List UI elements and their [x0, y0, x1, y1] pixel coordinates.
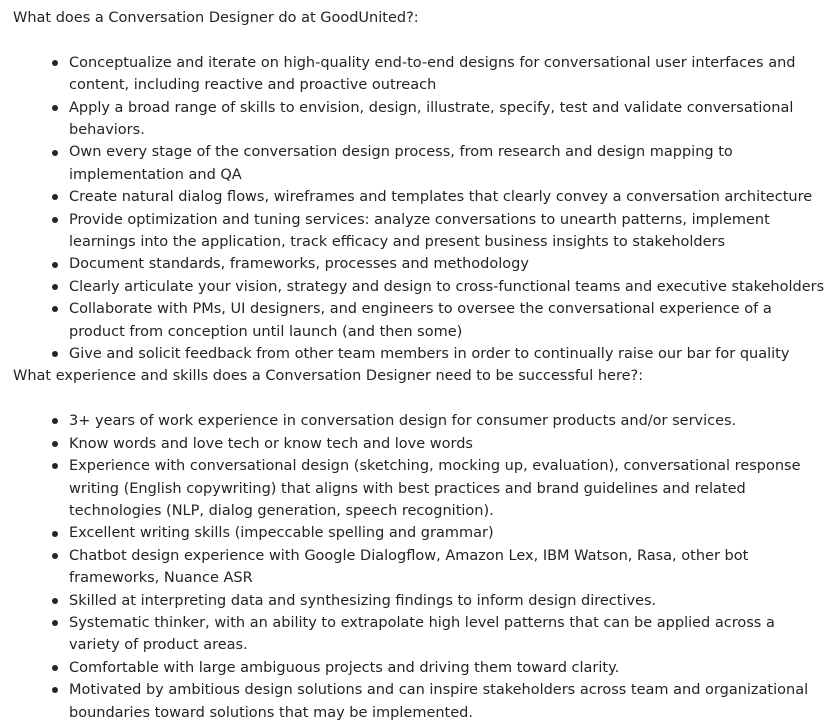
list-item — [69, 679, 827, 724]
list-item-text: Excellent writing skills (impeccable spelling and grammar) — [69, 525, 494, 542]
responsibilities-list — [13, 52, 827, 366]
list-item-text: Skilled at interpreting data and synthesizing findings to inform design directives. — [69, 592, 657, 609]
list-item-text: Document standards, frameworks, processes and methodology — [69, 256, 529, 273]
list-item — [69, 186, 827, 208]
section-heading-responsibilities: What does a Conversation Designer do at GoodUnited?: — [13, 10, 419, 26]
bullet-icon — [52, 262, 58, 268]
list-item-text: Clearly articulate your vision, strategy and design to cross-functional teams and executive stakeholders — [69, 278, 825, 295]
list-item-text: Apply a broad range of skills to envision, design, illustrate, specify, test and validate conversational behaviors. — [69, 99, 794, 139]
bullet-icon — [52, 531, 58, 537]
list-item-text: Systematic thinker, with an ability to extrapolate high level patterns that can be applied across a variety of product areas. — [69, 614, 775, 654]
list-item-text: Comfortable with large ambiguous projects and driving them toward clarity. — [69, 659, 620, 676]
list-item-text: Chatbot design experience with Google Dialogflow, Amazon Lex, IBM Watson, Rasa, other bot frameworks, Nuance ASR — [69, 547, 749, 587]
list-item — [69, 410, 827, 432]
list-item — [69, 253, 827, 275]
list-item-text: Create natural dialog flows, wireframes and templates that clearly convey a conversation architecture — [69, 189, 813, 206]
bullet-icon — [52, 665, 58, 671]
list-item — [69, 433, 827, 455]
section-heading-qualifications: What experience and skills does a Conversation Designer need to be successful here?: — [13, 368, 644, 385]
list-item — [69, 276, 827, 298]
bullet-icon — [52, 620, 58, 626]
list-item — [69, 522, 827, 544]
list-item-text: Give and solicit feedback from other team members in order to continually raise our bar for quality — [69, 346, 790, 363]
list-item-text: Conceptualize and iterate on high-quality end-to-end designs for conversational user interfaces and content, including reactive and proactive outreach — [69, 54, 796, 94]
list-item-text: Know words and love tech or know tech and love words — [69, 435, 473, 452]
bullet-icon — [52, 351, 58, 357]
list-item-text: Provide optimization and tuning services: analyze conversations to unearth patterns, implement learnings into the application, track efficacy and present business insights to stakeholders — [69, 211, 770, 251]
bullet-icon — [52, 194, 58, 200]
bullet-icon — [52, 60, 58, 66]
list-item — [69, 545, 827, 590]
bullet-icon — [52, 306, 58, 312]
bullet-icon — [52, 441, 58, 447]
bullet-icon — [52, 553, 58, 559]
list-item-text: 3+ years of work experience in conversation design for consumer products and/or services. — [69, 413, 737, 430]
bullet-icon — [52, 217, 58, 223]
bullet-icon — [52, 284, 58, 290]
list-item — [69, 141, 827, 186]
list-item — [69, 298, 827, 343]
list-item — [69, 590, 827, 612]
list-item-text: Experience with conversational design (sketching, mocking up, evaluation), conversational response writing (English copywriting) that aligns with best practices and brand guidelines and related technologies (NLP, dialog generation, speech recognition). — [69, 458, 801, 519]
list-item — [69, 97, 827, 142]
list-item — [69, 455, 827, 522]
list-item-text: Motivated by ambitious design solutions and can inspire stakeholders across team and organizational boundaries toward solutions that may be implemented. — [69, 682, 809, 721]
list-item — [69, 343, 827, 365]
blank-line — [13, 388, 827, 410]
bullet-icon — [52, 598, 58, 604]
list-item — [69, 209, 827, 254]
list-item-text: Collaborate with PMs, UI designers, and engineers to oversee the conversational experience of a product from conception until launch (and then some) — [69, 301, 772, 340]
list-item — [69, 612, 827, 657]
bullet-icon — [52, 105, 58, 111]
bullet-icon — [52, 687, 58, 693]
bullet-icon — [52, 150, 58, 156]
blank-line — [13, 29, 827, 51]
list-item-text: Own every stage of the conversation design process, from research and design mapping to implementation and QA — [69, 144, 733, 183]
list-item — [69, 52, 827, 97]
qualifications-list — [13, 410, 827, 724]
list-item — [69, 657, 827, 679]
bullet-icon — [52, 463, 58, 469]
bullet-icon — [52, 418, 58, 424]
